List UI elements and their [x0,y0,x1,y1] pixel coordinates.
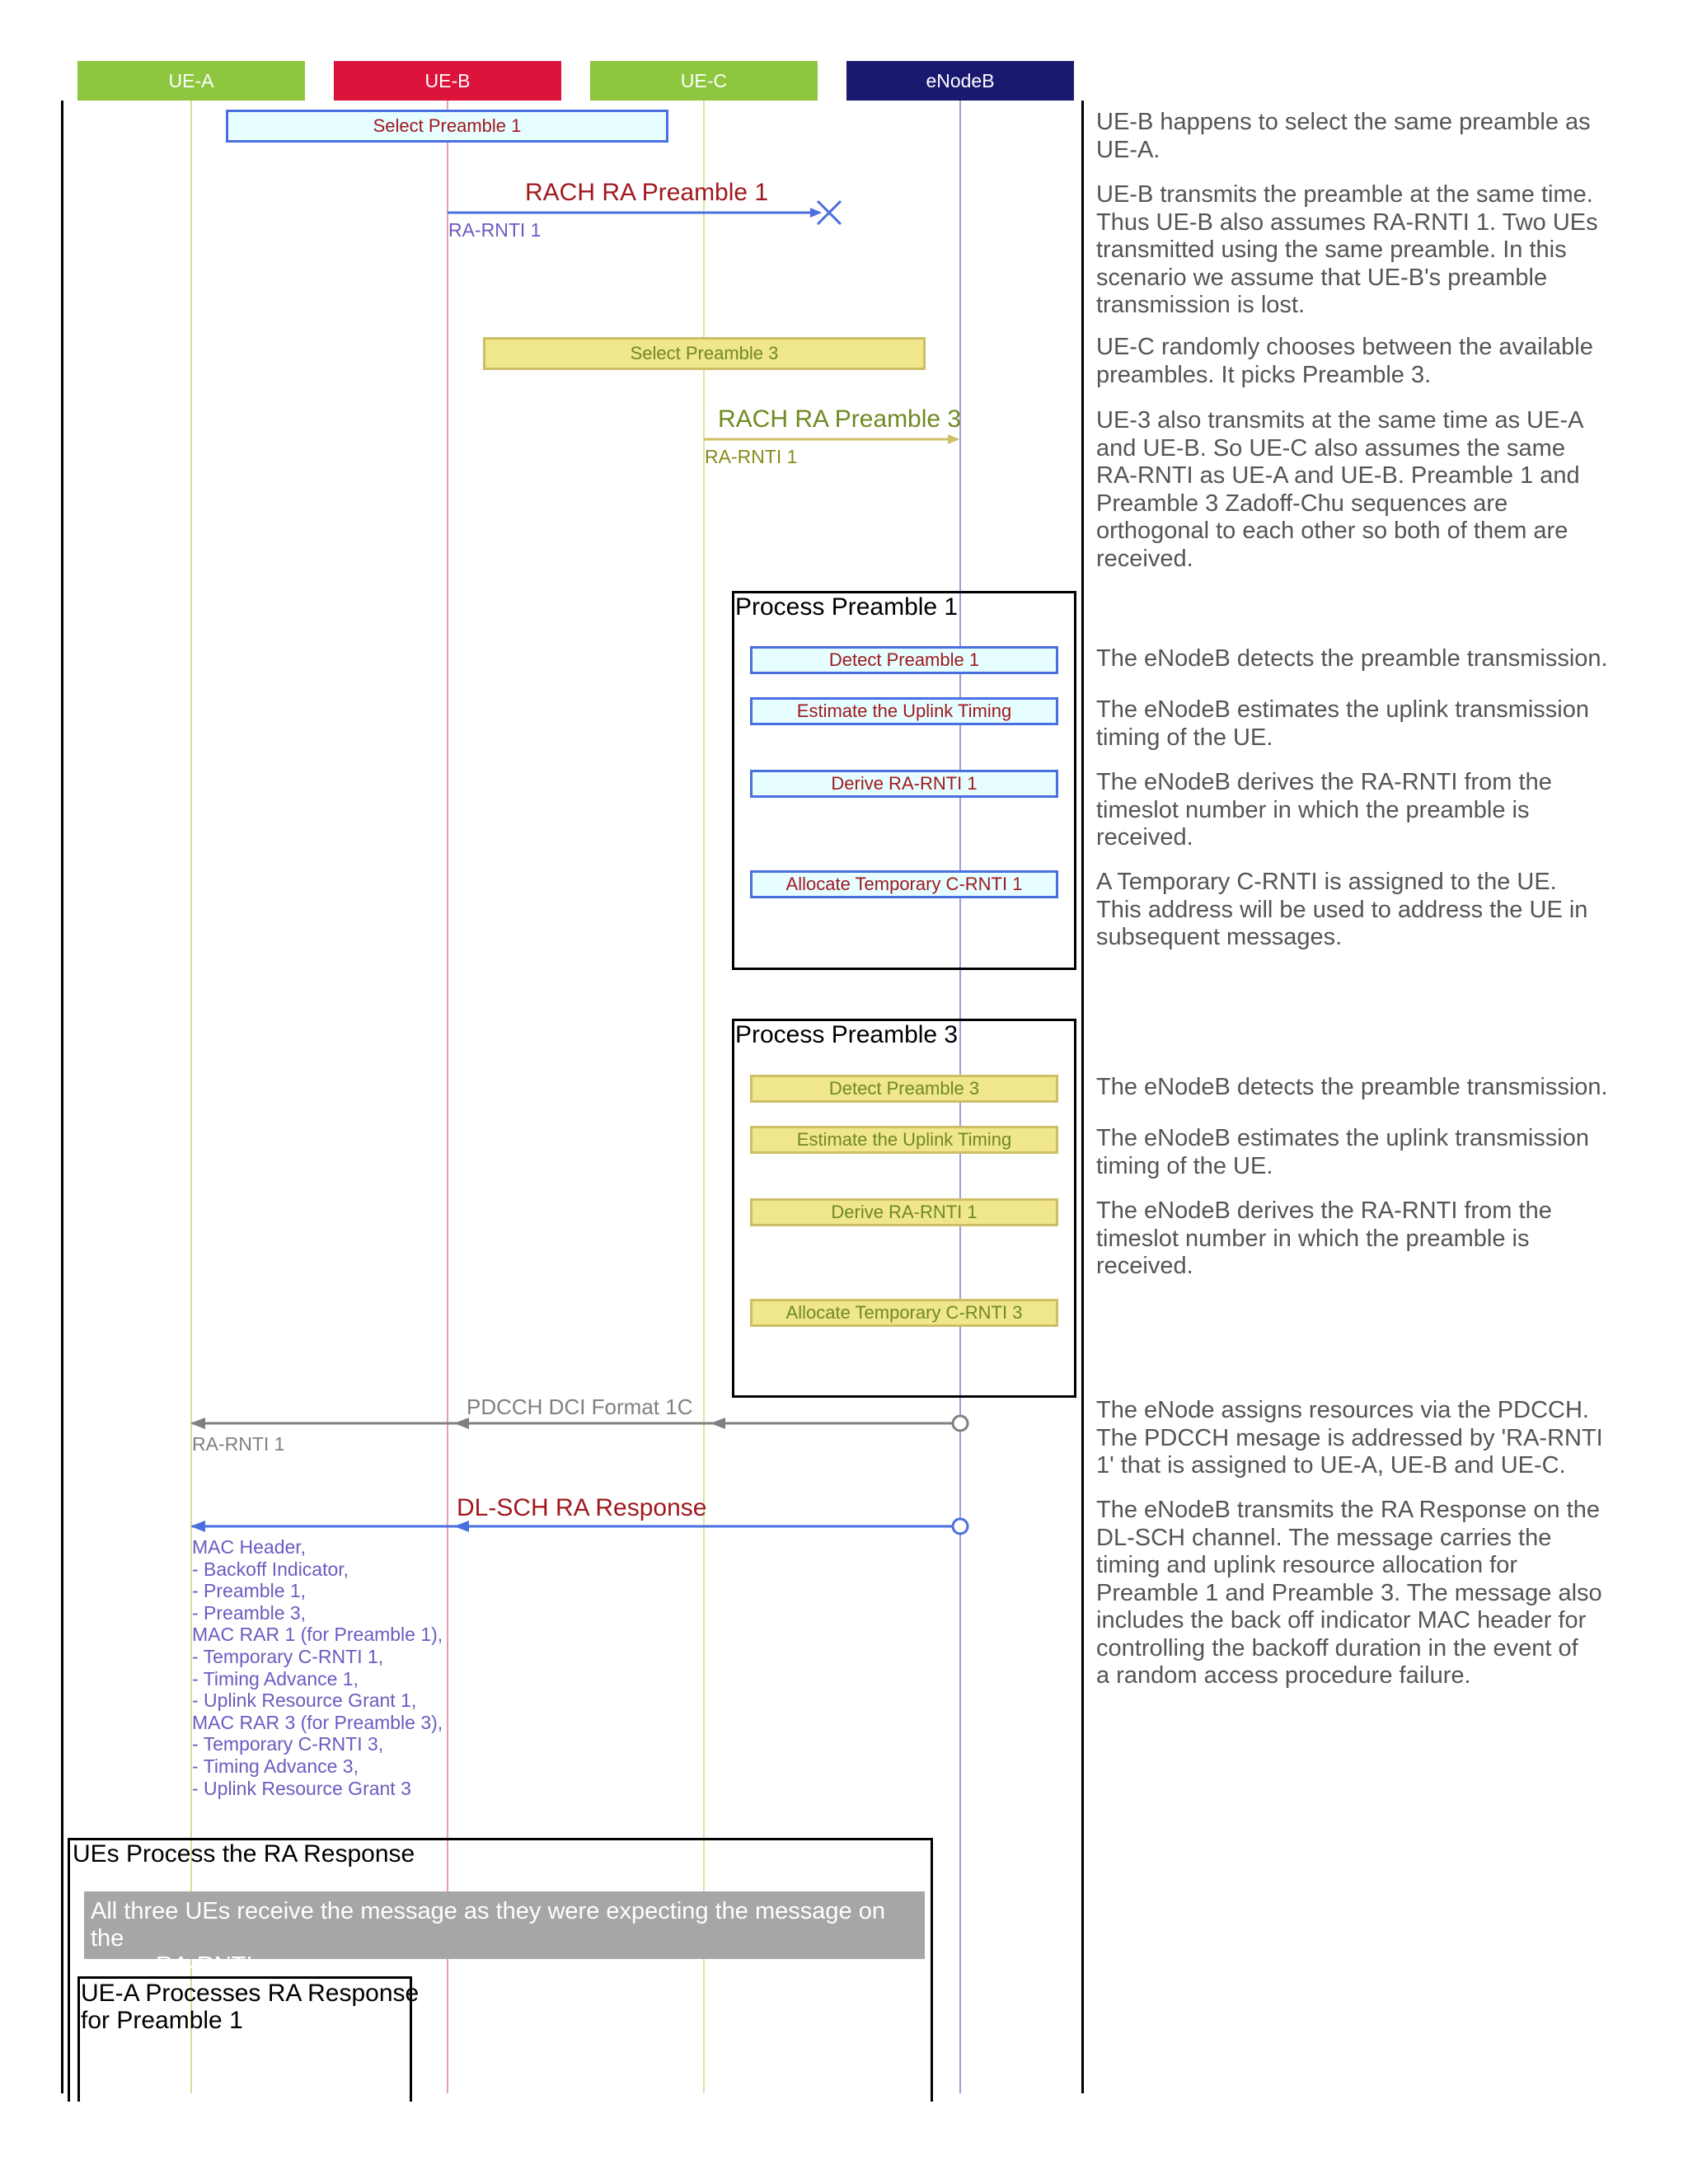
action-allocate-temp-crnti-1: Allocate Temporary C-RNTI 1 [750,870,1058,898]
action-select-preamble-3: Select Preamble 3 [483,337,926,370]
lane-header-enodeb: eNodeB [846,61,1074,101]
note-1: UE-B happens to select the same preamble as UE-A. [1096,109,1591,163]
lost-x-mark [818,201,841,224]
action-detect-preamble-3: Detect Preamble 3 [750,1075,1058,1103]
note-4: UE-3 also transmits at the same time as UE-A and UE-B. So UE-C also assumes the same RA-RNTI as UE-A and UE-B. Preamble 1 and Preamble 3 Zadoff-Chu sequences are orthogonal to each other so both of them are received. [1096,407,1584,572]
action-estimate-uplink-timing-1: Estimate the Uplink Timing [750,697,1058,725]
note-8: A Temporary C-RNTI is assigned to the UE. This address will be used to address the UE in subsequent messages. [1096,869,1588,950]
action-allocate-temp-crnti-3: Allocate Temporary C-RNTI 3 [750,1299,1058,1327]
rach-preamble-3-label: RACH RA Preamble 3 [718,405,962,433]
group-ue-a-process-title: UE-A Processes RA Response for Preamble 1 [81,1980,420,2034]
note-6: The eNodeB estimates the uplink transmission timing of the UE. [1096,696,1590,751]
action-derive-ra-rnti-3: Derive RA-RNTI 1 [750,1198,1058,1226]
rach-preamble-1-label: RACH RA Preamble 1 [525,179,769,206]
rach-preamble-1-param: RA-RNTI 1 [448,219,542,241]
lane-header-ue-b: UE-B [334,61,561,101]
note-2: UE-B transmits the preamble at the same time. Thus UE-B also assumes RA-RNTI 1. Two UEs transmitted using the same preamble. In this scenario we assume that UE-B's preamble transmission is lost. [1096,181,1598,318]
action-detect-preamble-1: Detect Preamble 1 [750,646,1058,674]
dlsch-params: MAC Header, - Backoff Indicator, - Preamble 1, - Preamble 3, MAC RAR 1 (for Preamble 1), - Temporary C-RNTI 1, - Timing Advance 1, - Uplink Resource Grant 1, MAC RAR 3 (for Preamble 3), - Temporary C-RNTI 3, - Timing Advance 3, - Uplink Resource Grant 3 [192,1536,443,1799]
lane-header-ue-a: UE-A [77,61,305,101]
note-11: The eNodeB derives the RA-RNTI from the timeslot number in which the preamble is received. [1096,1197,1552,1279]
dlsch-arrowhead-ue-b-fill [454,1521,469,1532]
note-3: UE-C randomly chooses between the available preambles. It picks Preamble 3. [1096,334,1593,388]
action-estimate-uplink-timing-3: Estimate the Uplink Timing [750,1126,1058,1154]
note-9: The eNodeB detects the preamble transmission. [1096,1074,1608,1100]
lane-header-ue-c: UE-C [590,61,818,101]
dlsch-origin-circle [953,1519,968,1534]
info-banner: All three UEs receive the message as they were expecting the message on the same RA-RNTI. [84,1891,925,1959]
action-select-preamble-1: Select Preamble 1 [226,110,668,143]
note-10: The eNodeB estimates the uplink transmission timing of the UE. [1096,1125,1590,1179]
group-process-preamble-1-title: Process Preamble 1 [735,593,959,621]
rach-preamble-3-param: RA-RNTI 1 [705,446,798,467]
group-process-preamble-3-title: Process Preamble 3 [735,1021,959,1048]
pdcch-label: PDCCH DCI Format 1C [467,1394,693,1419]
note-13: The eNodeB transmits the RA Response on the DL-SCH channel. The message carries the timing and uplink resource allocation for Preamble 1 and Preamble 3. The message also includes the back off indicator MAC header for controlling the backoff duration in the event of a random access procedure failure. [1096,1497,1602,1689]
action-derive-ra-rnti-1: Derive RA-RNTI 1 [750,770,1058,798]
group-ues-process-ra-response-title: UEs Process the RA Response [73,1840,415,1868]
note-12: The eNode assigns resources via the PDCCH. The PDCCH mesage is addressed by 'RA-RNTI 1' that is assigned to UE-A, UE-B and UE-C. [1096,1397,1603,1479]
pdcch-param: RA-RNTI 1 [192,1433,285,1455]
dlsch-label: DL-SCH RA Response [457,1494,707,1521]
pdcch-origin-circle [953,1416,968,1431]
pdcch-arrowhead-ue-c-fill [710,1418,725,1429]
note-7: The eNodeB derives the RA-RNTI from the timeslot number in which the preamble is received. [1096,769,1552,851]
note-5: The eNodeB detects the preamble transmission. [1096,645,1608,672]
